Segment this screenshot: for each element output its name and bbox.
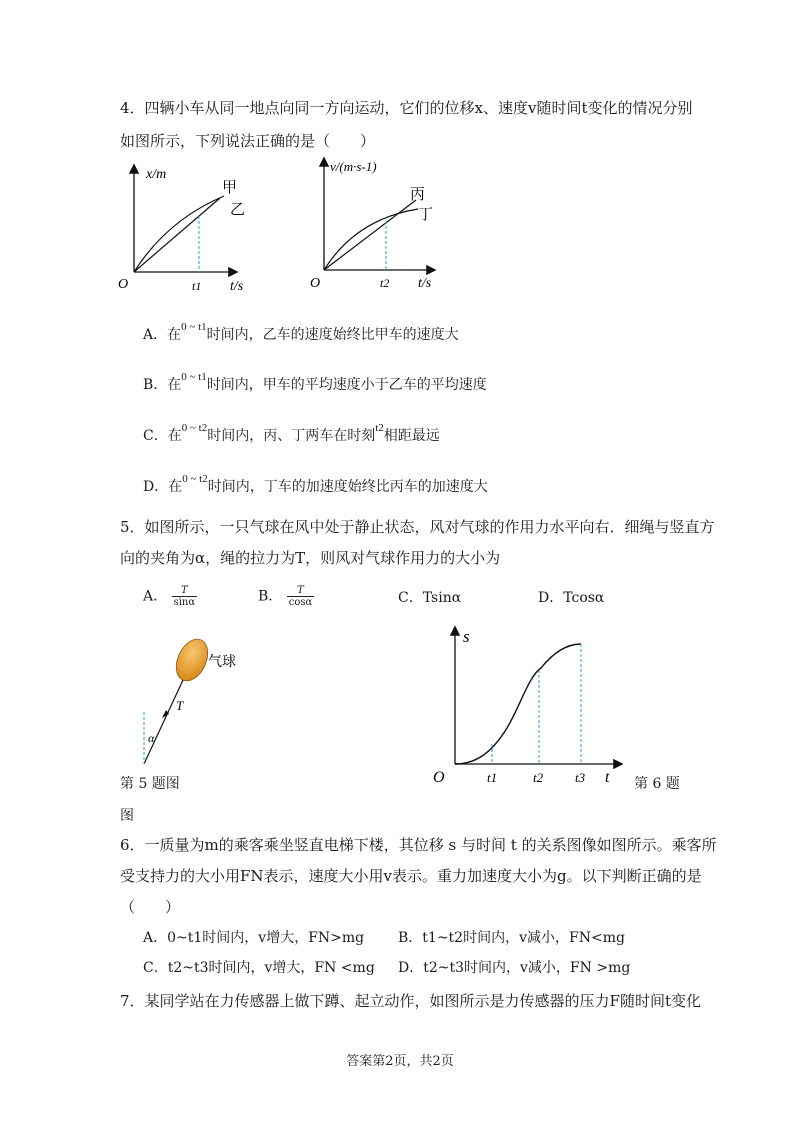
q5-option-b[interactable] xyxy=(258,585,314,608)
option-text: 时间内，乙车的速度始终比甲车的速度大 xyxy=(206,327,459,343)
denominator: cosα xyxy=(288,597,313,608)
tension-label: T xyxy=(176,698,184,713)
fraction xyxy=(287,585,315,608)
balloon-label: 气球 xyxy=(208,655,236,670)
q4-option-a[interactable] xyxy=(143,321,459,346)
origin-label: O xyxy=(118,277,129,292)
q6-option-c[interactable]: C．t2~t3时间内，v增大，FN <mg xyxy=(143,960,375,976)
option-label: A． xyxy=(143,588,168,605)
string xyxy=(144,680,183,764)
option-text: 时间内，丁车的加速度始终比丙车的加速度大 xyxy=(207,479,488,495)
option-prefix: C．在 xyxy=(143,428,182,444)
option-range: 0 ~ t1 xyxy=(181,321,207,333)
q5-caption: 第 5 题图 xyxy=(120,776,180,792)
q6-stem-line1: 6．一质量为m的乘客乘坐竖直电梯下楼，其位移 s 与时间 t 的关系图像如图所示。乘客所 xyxy=(120,836,717,854)
option-prefix: D．在 xyxy=(143,479,183,495)
line-yi xyxy=(134,198,220,272)
origin-label: O xyxy=(433,769,445,786)
ylabel: v/(m·s-1) xyxy=(330,159,377,174)
q4-option-d[interactable] xyxy=(143,473,488,498)
option-time: t2 xyxy=(375,422,384,434)
numerator: T xyxy=(287,585,315,597)
option-text: 时间内，丙、丁两车在时刻 xyxy=(207,428,376,444)
label-ding: 丁 xyxy=(418,207,434,223)
ylabel: x/m xyxy=(146,167,167,182)
q6-stem-line3: （ ） xyxy=(120,898,181,916)
q4-option-b[interactable] xyxy=(143,371,487,396)
label-bing: 丙 xyxy=(410,187,426,203)
q4-xt-graph xyxy=(112,160,252,300)
q6-caption: 第 6 题 xyxy=(634,776,680,792)
q5-balloon-figure xyxy=(130,632,260,772)
t1-label: t1 xyxy=(192,279,202,293)
t3-label: t3 xyxy=(575,770,586,785)
curve-ding xyxy=(324,209,418,270)
option-label: B． xyxy=(258,588,283,605)
option-prefix: A．在 xyxy=(143,327,182,343)
numerator: T xyxy=(172,585,198,597)
xlabel: t/s xyxy=(418,276,432,291)
option-text-2: 相距最远 xyxy=(383,428,440,444)
q4-stem-line2: 如图所示，下列说法正确的是（ ） xyxy=(120,132,376,150)
q6-stem-line2: 受支持力的大小用FN表示，速度大小用v表示。重力加速度大小为g。以下判断正确的是 xyxy=(120,867,702,885)
q6-option-d[interactable]: D．t2~t3时间内，v减小，FN >mg xyxy=(398,960,631,976)
q6-st-graph xyxy=(425,622,635,792)
t2-label: t2 xyxy=(533,770,544,785)
label-jia: 甲 xyxy=(222,180,238,196)
q5-option-a[interactable] xyxy=(143,585,197,608)
q5-option-d[interactable]: D．Tcosα xyxy=(538,590,605,606)
line-bing xyxy=(324,200,416,270)
q6-option-a[interactable]: A．0~t1时间内，v增大，FN>mg xyxy=(143,930,365,946)
q5-stem-line1: 5．如图所示，一只气球在风中处于静止状态，风对气球的作用力水平向右．细绳与竖直方 xyxy=(120,518,715,536)
xlabel: t/s xyxy=(230,279,244,294)
t2-label: t2 xyxy=(380,276,390,290)
denominator: sinα xyxy=(173,597,196,608)
option-text: 时间内，甲车的平均速度小于乙车的平均速度 xyxy=(206,377,487,393)
option-range: 0 ~ t2 xyxy=(181,422,208,434)
label-yi: 乙 xyxy=(230,202,246,218)
fraction xyxy=(172,585,198,608)
q5-stem-line2: 向的夹角为α，绳的拉力为T，则风对气球作用力的大小为 xyxy=(120,549,501,567)
angle-label: α xyxy=(148,731,155,745)
q4-vt-graph xyxy=(306,155,456,295)
option-prefix: B．在 xyxy=(143,377,182,393)
page-footer: 答案第2页，共2页 xyxy=(346,1054,454,1069)
option-range: 0 ~ t2 xyxy=(182,473,208,485)
q4-option-c[interactable] xyxy=(143,422,440,447)
s-t-curve xyxy=(455,644,581,764)
q7-stem-line1: 7．某同学站在力传感器上做下蹲、起立动作，如图所示是力传感器的压力F随时间t变化 xyxy=(120,992,701,1010)
q5-option-c[interactable]: C．Tsinα xyxy=(398,590,462,606)
q6-option-b[interactable]: B．t1~t2时间内，v减小，FN<mg xyxy=(398,930,625,946)
t1-label: t1 xyxy=(487,770,498,785)
ylabel: s xyxy=(463,627,470,646)
origin-label: O xyxy=(310,276,321,291)
option-range: 0 ~ t1 xyxy=(181,371,207,383)
q4-stem-line1: 4．四辆小车从同一地点向同一方向运动，它们的位移x、速度v随时间t变化的情况分别 xyxy=(120,99,693,117)
q5-caption-2: 图 xyxy=(120,808,134,824)
xlabel: t xyxy=(605,769,610,786)
